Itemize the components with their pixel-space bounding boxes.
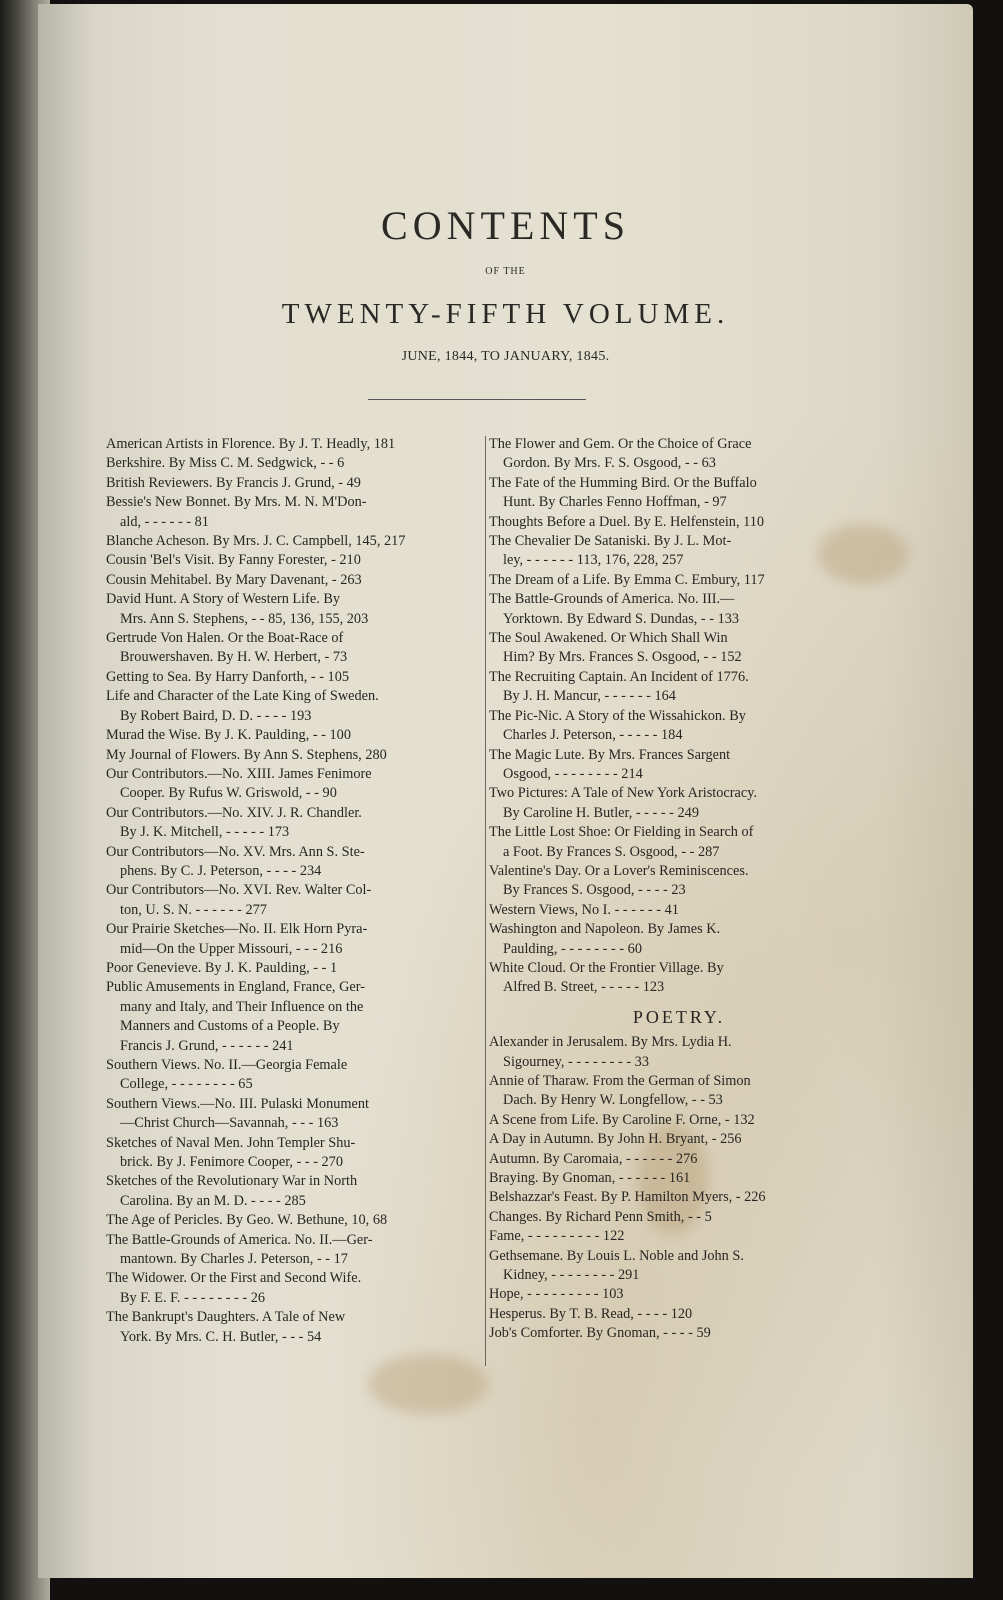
stain [368, 1354, 488, 1414]
contents-entry [489, 1188, 869, 1207]
entry-line: The Battle-Grounds of America. No. III.— [489, 591, 735, 608]
volume-title: TWENTY-FIFTH VOLUME. [281, 298, 730, 330]
entry-line: The Battle-Grounds of America. No. II.—Ger- [106, 1231, 373, 1248]
entry-line: mantown. By Charles J. Peterson, - - 17 [120, 1251, 348, 1268]
entry-line: By J. H. Mancur, - - - - - - 164 [503, 688, 676, 705]
entry-line: brick. By J. Fenimore Cooper, - - - 270 [120, 1154, 343, 1171]
entry-line: Sigourney, - - - - - - - - 33 [503, 1053, 649, 1070]
contents-entry [106, 532, 478, 551]
contents-entry [489, 668, 869, 707]
contents-entry [489, 707, 869, 746]
contents-entry [489, 1285, 869, 1304]
contents-entry [489, 901, 869, 920]
entry-line: Francis J. Grund, - - - - - - 241 [120, 1037, 294, 1054]
contents-entry [489, 959, 869, 998]
contents-entry [489, 513, 869, 532]
entry-line: Gordon. By Mrs. F. S. Osgood, - - 63 [503, 455, 716, 472]
entry-line: The Dream of a Life. By Emma C. Embury, 117 [489, 571, 765, 588]
contents-entry [106, 668, 478, 687]
contents-entry [489, 629, 869, 668]
entry-line: ald, - - - - - - 81 [120, 513, 209, 530]
contents-entry [489, 435, 869, 474]
entry-line: Annie of Tharaw. From the German of Simon [489, 1073, 751, 1089]
left-column [106, 435, 478, 1347]
entry-line: College, - - - - - - - - 65 [120, 1076, 253, 1093]
entry-line: mid—On the Upper Missouri, - - - 216 [120, 940, 343, 957]
entry-line: David Hunt. A Story of Western Life. By [106, 591, 341, 608]
entry-line: phens. By C. J. Peterson, - - - - 234 [120, 862, 322, 879]
entry-line: Bessie's New Bonnet. By Mrs. M. N. M'Don- [106, 494, 367, 511]
contents-entry [489, 571, 869, 590]
contents-entry [489, 1169, 869, 1188]
entry-line: Southern Views.—No. III. Pulaski Monument [106, 1095, 369, 1112]
contents-entry [489, 1111, 869, 1130]
entry-line: The Chevalier De Sataniski. By J. L. Mot- [489, 533, 732, 550]
entry-line: Manners and Customs of a People. By [120, 1018, 340, 1035]
entry-line: Braying. By Gnoman, - - - - - - 161 [489, 1170, 691, 1187]
entry-line: British Reviewers. By Francis J. Grund, - 49 [106, 474, 361, 491]
entry-line: The Flower and Gem. Or the Choice of Grace [489, 436, 752, 452]
entry-line: ley, - - - - - - 113, 176, 228, 257 [503, 552, 684, 569]
entry-line: ton, U. S. N. - - - - - - 277 [120, 901, 267, 918]
contents-entry [106, 1095, 478, 1134]
contents-entry [106, 746, 478, 765]
entry-line: —Christ Church—Savannah, - - - 163 [120, 1115, 339, 1132]
contents-entry [489, 1072, 869, 1111]
contents-entry [489, 823, 869, 862]
entry-line: Our Prairie Sketches—No. II. Elk Horn Pyra- [106, 921, 368, 938]
contents-entry [489, 1227, 869, 1246]
entry-line: Sketches of the Revolutionary War in North [106, 1173, 358, 1190]
entry-line: Brouwershaven. By H. W. Herbert, - 73 [120, 649, 348, 666]
contents-entry [106, 629, 478, 668]
entry-line: Our Contributors.—No. XIII. James Fenimore [106, 765, 372, 782]
entry-line: Our Contributors—No. XV. Mrs. Ann S. Ste- [106, 843, 365, 860]
entry-line: Hunt. By Charles Fenno Hoffman, - 97 [503, 494, 727, 511]
entry-line: Autumn. By Caromaia, - - - - - - 276 [489, 1150, 698, 1167]
contents-entry [106, 1269, 478, 1308]
entry-line: A Day in Autumn. By John H. Bryant, - 256 [489, 1131, 742, 1148]
contents-entry [489, 590, 869, 629]
entry-line: Western Views, No I. - - - - - - 41 [489, 901, 679, 918]
entry-line: Alexander in Jerusalem. By Mrs. Lydia H. [489, 1034, 732, 1051]
contents-entry [106, 571, 478, 590]
entry-line: a Foot. By Frances S. Osgood, - - 287 [503, 843, 720, 860]
entry-line: Washington and Napoleon. By James K. [489, 921, 721, 938]
entry-line: Valentine's Day. Or a Lover's Reminiscences. [489, 862, 749, 879]
entry-line: Mrs. Ann S. Stephens, - - 85, 136, 155, 203 [120, 610, 369, 627]
contents-entry [106, 493, 478, 532]
entry-line: Public Amusements in England, France, Ger- [106, 979, 365, 996]
contents-entry [489, 920, 869, 959]
entry-line: The Soul Awakened. Or Which Shall Win [489, 630, 728, 647]
entry-line: Yorktown. By Edward S. Dundas, - - 133 [503, 610, 740, 627]
contents-entry [106, 726, 478, 745]
entry-line: Cousin 'Bel's Visit. By Fanny Forester, - 210 [106, 552, 361, 569]
page-title: CONTENTS [381, 203, 630, 248]
contents-entry [106, 1134, 478, 1173]
contents-entry [106, 978, 478, 1056]
poetry-list [489, 1033, 869, 1344]
contents-entry [489, 746, 869, 785]
entry-line: Belshazzar's Feast. By P. Hamilton Myers, - 226 [489, 1189, 766, 1206]
entry-line: Charles J. Peterson, - - - - - 184 [503, 727, 683, 744]
contents-entry [489, 1130, 869, 1149]
entry-line: By J. K. Mitchell, - - - - - 173 [120, 824, 290, 841]
poetry-heading: POETRY. [632, 1006, 726, 1027]
date-range: JUNE, 1844, TO JANUARY, 1845. [401, 349, 610, 364]
contents-entry [106, 765, 478, 804]
entry-line: Poor Genevieve. By J. K. Paulding, - - 1 [106, 959, 338, 976]
entry-line: Gethsemane. By Louis L. Noble and John S. [489, 1247, 744, 1264]
entry-line: Gertrude Von Halen. Or the Boat-Race of [106, 630, 344, 647]
entry-line: Our Contributors—No. XVI. Rev. Walter Col- [106, 882, 372, 899]
contents-entry [106, 551, 478, 570]
entry-line: Paulding, - - - - - - - - 60 [503, 940, 642, 957]
contents-entry [489, 862, 869, 901]
entry-line: Blanche Acheson. By Mrs. J. C. Campbell, 145, 217 [106, 533, 406, 550]
entry-line: Job's Comforter. By Gnoman, - - - - 59 [489, 1325, 711, 1342]
entry-line: Carolina. By an M. D. - - - - 285 [120, 1192, 306, 1209]
contents-entry [489, 1033, 869, 1072]
entry-line: Berkshire. By Miss C. M. Sedgwick, - - 6 [106, 455, 345, 472]
entry-line: The Magic Lute. By Mrs. Frances Sargent [489, 746, 731, 763]
entry-line: Thoughts Before a Duel. By E. Helfenstein, 110 [489, 513, 765, 530]
contents-entry [106, 804, 478, 843]
entry-line: The Fate of the Humming Bird. Or the Buffalo [489, 474, 757, 491]
contents-entry [106, 1056, 478, 1095]
contents-entry [106, 590, 478, 629]
contents-entry [106, 920, 478, 959]
entry-line: Hesperus. By T. B. Read, - - - - 120 [489, 1305, 693, 1322]
entry-line: York. By Mrs. C. H. Butler, - - - 54 [120, 1328, 322, 1345]
column-divider [485, 436, 486, 1366]
entry-line: Sketches of Naval Men. John Templer Shu- [106, 1134, 356, 1151]
contents-entry [106, 435, 478, 454]
entry-line: The Little Lost Shoe: Or Fielding in Search of [489, 824, 754, 841]
contents-entry [106, 687, 478, 726]
contents-entry [489, 1305, 869, 1324]
entry-line: A Scene from Life. By Caroline F. Orne, - 132 [489, 1111, 755, 1128]
contents-entry [489, 532, 869, 571]
entry-line: Getting to Sea. By Harry Danforth, - - 105 [106, 668, 349, 685]
entry-line: My Journal of Flowers. By Ann S. Stephens, 280 [106, 746, 387, 763]
entry-line: Life and Character of the Late King of Sweden. [106, 688, 379, 705]
entry-line: The Widower. Or the First and Second Wife. [106, 1270, 362, 1287]
contents-entry [106, 1172, 478, 1211]
entry-line: The Age of Pericles. By Geo. W. Bethune, 10, 68 [106, 1212, 388, 1229]
title-rule [368, 399, 586, 400]
contents-entry [106, 881, 478, 920]
entry-line: Our Contributors.—No. XIV. J. R. Chandler. [106, 804, 362, 821]
contents-entry [106, 474, 478, 493]
entry-line: Him? By Mrs. Frances S. Osgood, - - 152 [503, 649, 742, 666]
contents-entry [106, 454, 478, 473]
entry-line: White Cloud. Or the Frontier Village. By [489, 959, 724, 976]
entry-line: The Bankrupt's Daughters. A Tale of New [106, 1309, 346, 1326]
entry-line: By F. E. F. - - - - - - - - 26 [120, 1289, 266, 1306]
entry-line: American Artists in Florence. By J. T. Headly, 181 [106, 436, 396, 452]
entry-line: Changes. By Richard Penn Smith, - - 5 [489, 1208, 712, 1225]
entry-line: The Pic-Nic. A Story of the Wissahickon. By [489, 707, 746, 724]
entry-line: many and Italy, and Their Influence on the [120, 998, 364, 1015]
contents-entry [106, 843, 478, 882]
entry-line: Alfred B. Street, - - - - - 123 [503, 979, 665, 996]
prose-list-right [489, 435, 869, 998]
contents-entry [489, 1324, 869, 1343]
contents-entry [489, 1208, 869, 1227]
contents-entry [489, 1247, 869, 1286]
right-column [489, 435, 869, 1344]
contents-entry [106, 1231, 478, 1270]
contents-entry [489, 1150, 869, 1169]
book-page [38, 4, 973, 1578]
entry-line: By Frances S. Osgood, - - - - 23 [503, 882, 686, 899]
entry-line: Osgood, - - - - - - - - 214 [503, 765, 643, 782]
contents-entry [106, 1211, 478, 1230]
entry-line: The Recruiting Captain. An Incident of 1776. [489, 668, 749, 685]
entry-line: Murad the Wise. By J. K. Paulding, - - 100 [106, 727, 351, 744]
entry-line: Cooper. By Rufus W. Griswold, - - 90 [120, 785, 337, 802]
entry-line: Fame, - - - - - - - - - 122 [489, 1228, 625, 1245]
entry-line: By Caroline H. Butler, - - - - - 249 [503, 804, 699, 821]
title-connector: OF THE [485, 266, 526, 277]
entry-line: Cousin Mehitabel. By Mary Davenant, - 263 [106, 571, 362, 588]
entry-line: By Robert Baird, D. D. - - - - 193 [120, 707, 312, 724]
contents-entry [489, 474, 869, 513]
contents-entry [489, 784, 869, 823]
entry-line: Two Pictures: A Tale of New York Aristocracy. [489, 785, 758, 802]
entry-line: Southern Views. No. II.—Georgia Female [106, 1057, 348, 1073]
contents-entry [106, 959, 478, 978]
entry-line: Dach. By Henry W. Longfellow, - - 53 [503, 1092, 723, 1109]
entry-line: Hope, - - - - - - - - - 103 [489, 1286, 624, 1303]
contents-entry [106, 1308, 478, 1347]
entry-line: Kidney, - - - - - - - - 291 [503, 1267, 640, 1284]
